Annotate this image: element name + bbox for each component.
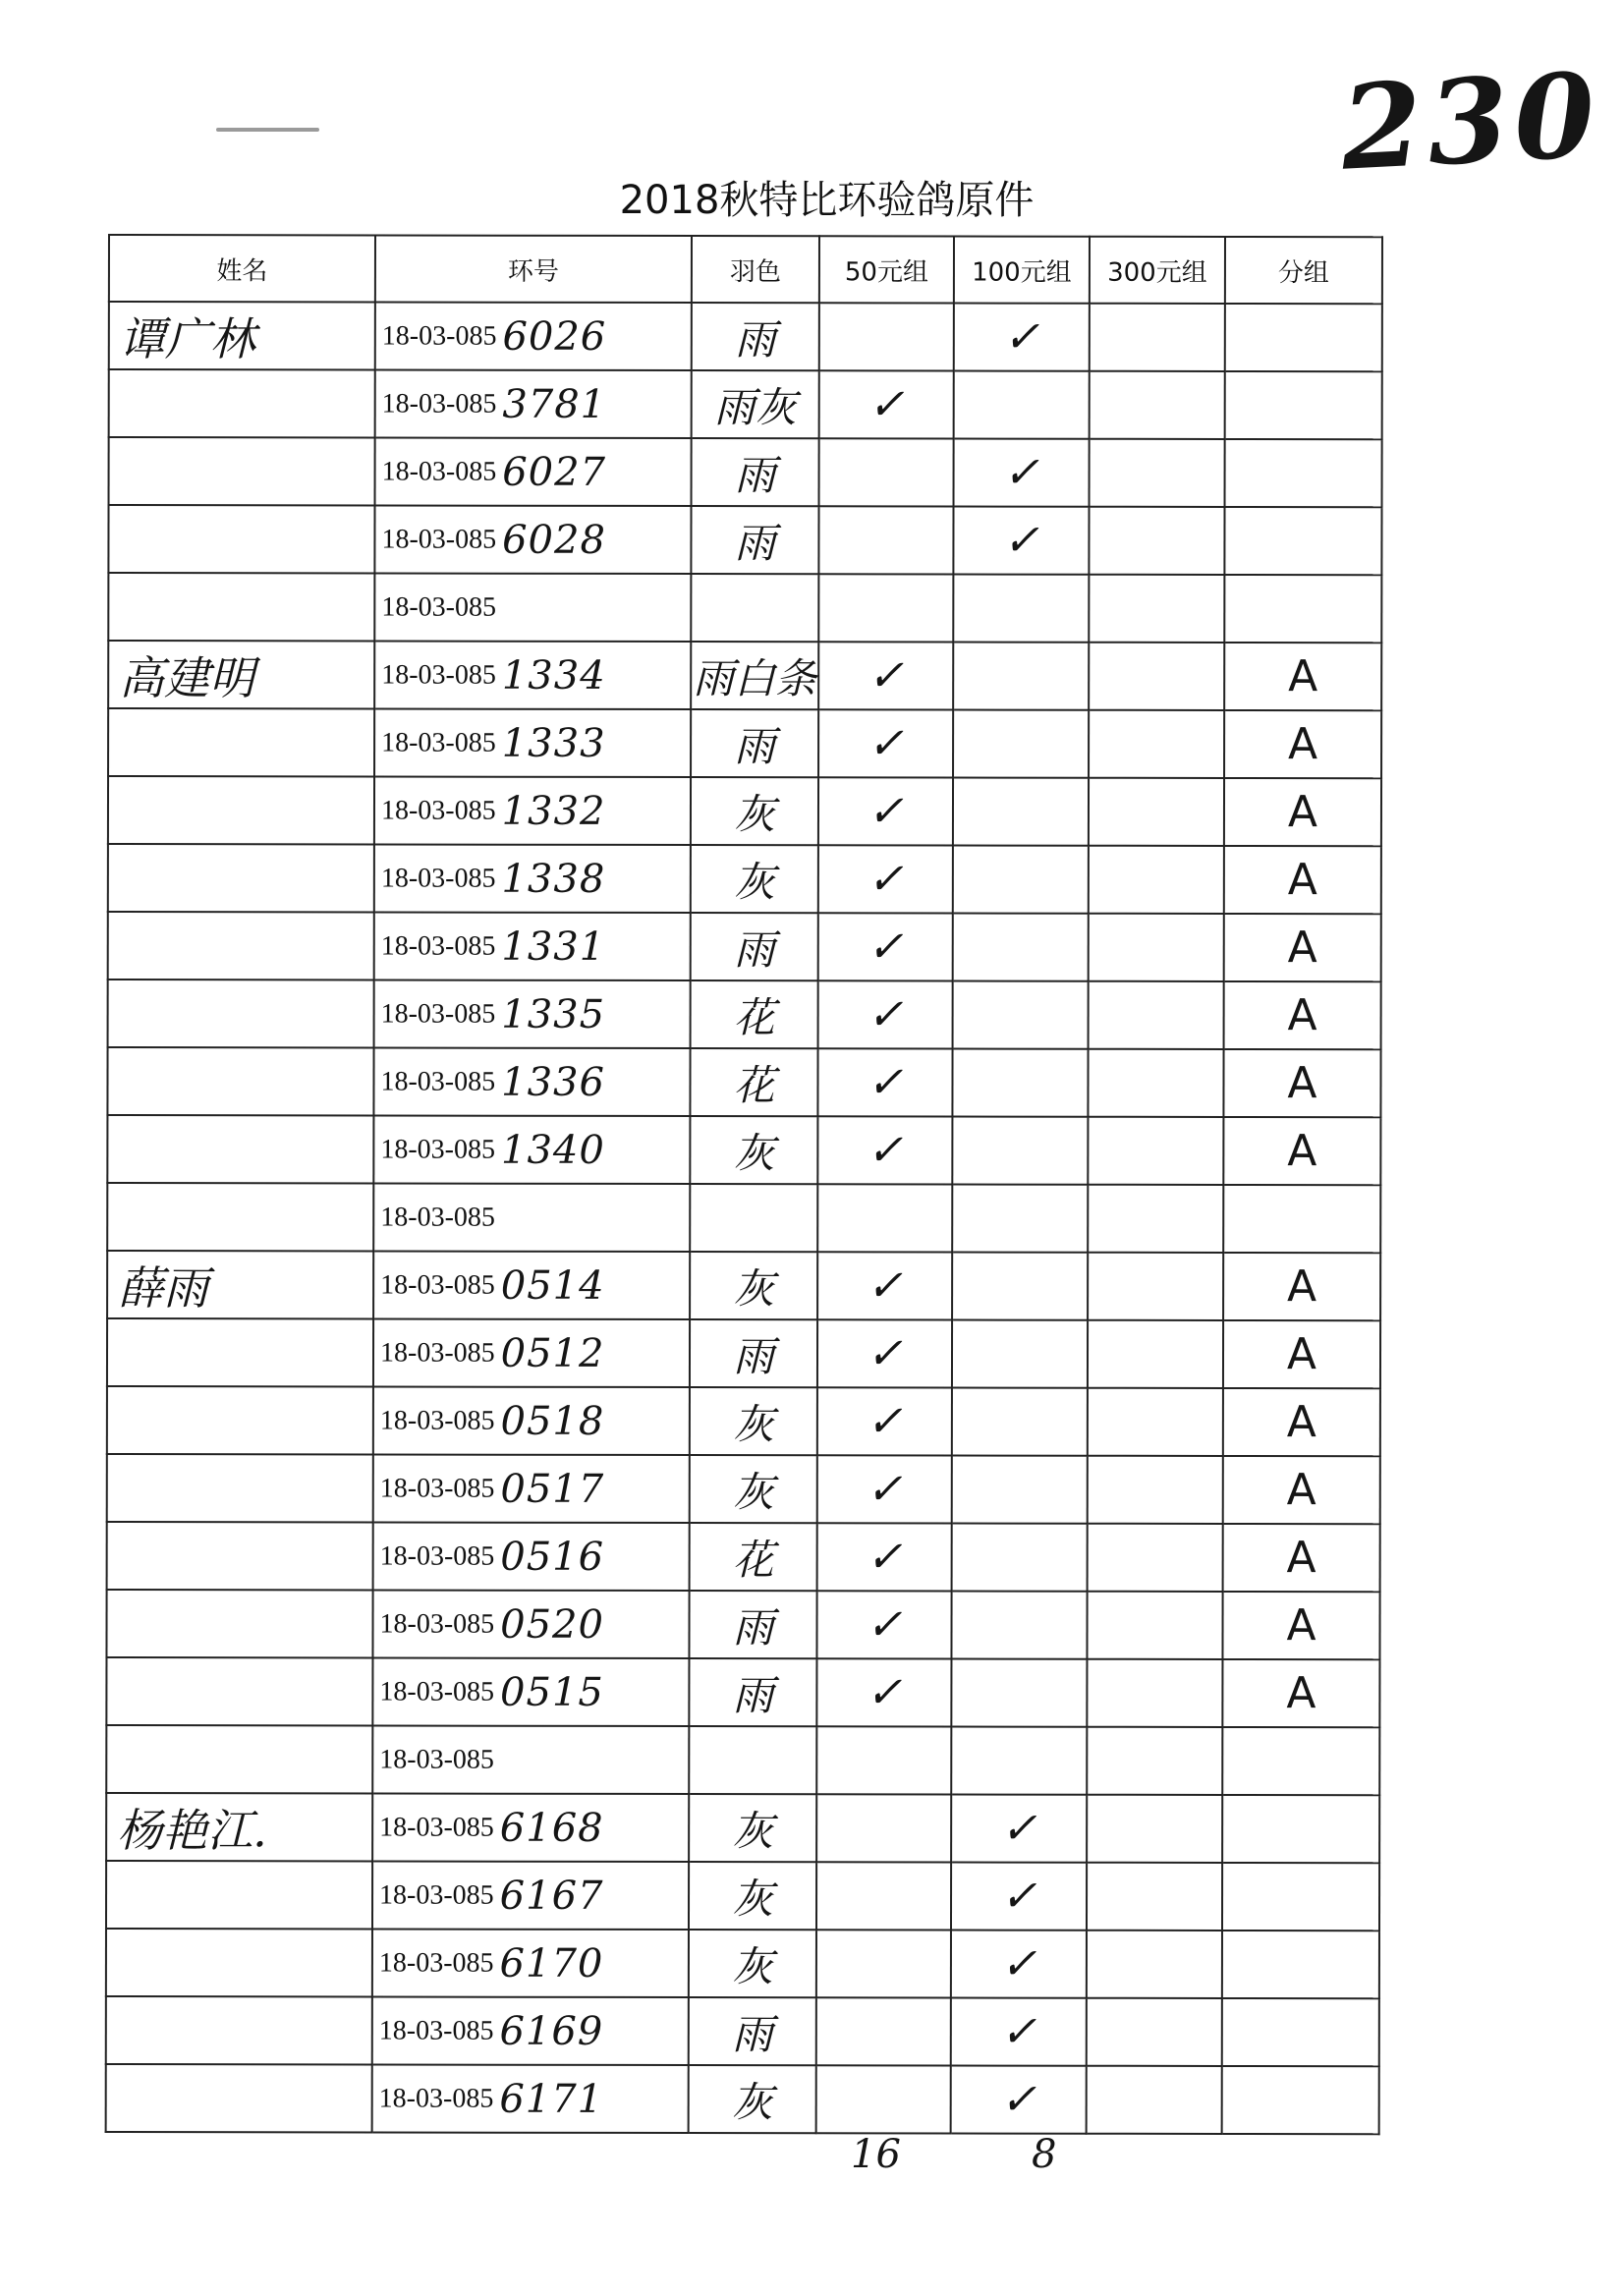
registration-sheet (105, 234, 1381, 2135)
ring-prefix: 18-03-085 (381, 319, 497, 352)
ring-cell (373, 1318, 690, 1387)
mark-300-group (1088, 1456, 1223, 1524)
header-row (109, 235, 1382, 304)
mark-100-group (953, 710, 1089, 778)
group-letter (1223, 1185, 1380, 1253)
ring-number: 6167 (499, 1873, 604, 1919)
mark-300-group (1089, 710, 1224, 778)
table-row (107, 1318, 1380, 1388)
ring-number: 0512 (500, 1330, 605, 1376)
ring-cell (372, 1861, 689, 1930)
mark-50-group: ✓ (819, 370, 954, 438)
group-letter: A (1223, 1117, 1380, 1185)
ring-prefix: 18-03-085 (380, 1065, 496, 1097)
table-row (107, 1251, 1380, 1320)
group-letter: A (1223, 1456, 1380, 1524)
ring-cell (375, 437, 692, 506)
ring-prefix: 18-03-085 (380, 1133, 496, 1165)
ring-number: 6171 (499, 2076, 604, 2122)
feather-color: 花 (690, 1523, 817, 1591)
feather-color: 雨 (691, 506, 818, 574)
ring-prefix: 18-03-085 (380, 862, 496, 894)
mark-300-group (1088, 1117, 1223, 1185)
mark-100-group: ✓ (951, 1931, 1087, 1998)
header-group: 分组 (1225, 237, 1382, 304)
ring-number: 3781 (502, 381, 607, 427)
mark-50-group: ✓ (817, 1319, 952, 1387)
group-letter (1222, 1863, 1379, 1931)
ring-cell (373, 1522, 690, 1591)
ring-cell (372, 2064, 689, 2133)
mark-50-group: ✓ (817, 1387, 952, 1455)
mark-300-group (1090, 304, 1225, 371)
ring-prefix: 18-03-085 (381, 455, 497, 487)
ring-cell (374, 844, 691, 913)
group-letter: A (1222, 1592, 1379, 1659)
table-row (108, 776, 1381, 846)
group-letter (1222, 1727, 1379, 1795)
feather-color: 灰 (689, 1862, 816, 1930)
ring-cell (374, 505, 691, 574)
group-letter (1222, 1795, 1379, 1863)
mark-300-group (1087, 1863, 1222, 1931)
mark-50-group (816, 1930, 951, 1997)
group-letter: A (1223, 1253, 1380, 1320)
feather-color: 雨 (689, 1658, 816, 1726)
ring-cell (373, 1251, 690, 1319)
ring-prefix: 18-03-085 (379, 1404, 495, 1436)
ring-cell (372, 1929, 689, 1997)
group-letter: A (1223, 1049, 1380, 1117)
owner-name: 高建明 (108, 641, 374, 708)
mark-300-group (1087, 1795, 1222, 1863)
ring-number: 6168 (499, 1805, 604, 1851)
ring-number: 0517 (500, 1466, 605, 1512)
mark-50-group (816, 1726, 951, 1794)
pigeon-table (105, 234, 1383, 2135)
table-row (107, 1183, 1380, 1253)
group-letter (1222, 1998, 1379, 2066)
mark-100-group (952, 1320, 1088, 1388)
mark-300-group (1088, 1524, 1223, 1592)
mark-100-group (952, 1253, 1088, 1320)
mark-100-group: ✓ (953, 507, 1089, 575)
mark-300-group (1087, 1659, 1222, 1727)
owner-name (106, 1929, 372, 1996)
page-title: 2018秋特比环验鸽原件 (619, 178, 1035, 223)
ring-prefix: 18-03-085 (379, 1811, 494, 1843)
pen-smudge (216, 128, 319, 132)
group-letter: A (1224, 643, 1381, 710)
ring-number: 0518 (500, 1398, 605, 1444)
ring-number: 1334 (501, 652, 606, 699)
owner-name (108, 912, 374, 980)
ring-prefix: 18-03-085 (380, 997, 496, 1030)
ring-prefix: 18-03-085 (381, 658, 496, 691)
ring-prefix: 18-03-085 (381, 591, 497, 623)
mark-50-group: ✓ (817, 1048, 952, 1116)
ring-cell (372, 1657, 689, 1726)
mark-100-group: ✓ (954, 439, 1090, 507)
ring-cell (373, 1047, 690, 1116)
ring-prefix: 18-03-085 (379, 1675, 495, 1707)
ring-number: 0515 (500, 1669, 604, 1715)
mark-100-group (953, 846, 1089, 914)
owner-name (107, 1183, 373, 1251)
group-letter (1225, 304, 1382, 371)
ring-number: 6028 (502, 517, 606, 563)
owner-name (106, 1861, 372, 1929)
owner-name (107, 1386, 373, 1454)
mark-300-group (1089, 643, 1224, 710)
ring-number: 1331 (501, 924, 606, 970)
mark-50-group: ✓ (818, 980, 953, 1048)
mark-100-group: ✓ (954, 304, 1090, 371)
mark-300-group (1089, 846, 1224, 914)
page-number: 230 (1337, 46, 1604, 196)
mark-100-group (951, 1659, 1087, 1727)
group-letter (1222, 1931, 1379, 1998)
ring-cell (374, 912, 691, 980)
owner-name (106, 1657, 372, 1725)
ring-number: 1336 (501, 1059, 605, 1105)
group-letter: A (1224, 778, 1381, 846)
mark-50-group: ✓ (816, 1591, 951, 1658)
header-300-group: 300元组 (1090, 237, 1225, 304)
ring-cell (374, 776, 691, 845)
mark-300-group (1089, 507, 1224, 575)
table-row (108, 573, 1381, 643)
group-letter: A (1224, 710, 1381, 778)
ring-cell (372, 1590, 689, 1658)
feather-color (689, 1726, 816, 1794)
table-row (107, 1047, 1380, 1117)
ring-cell (373, 1454, 690, 1523)
mark-300-group (1088, 1320, 1223, 1388)
mark-50-group (819, 438, 954, 506)
mark-50-group (816, 1997, 951, 2065)
mark-100-group (953, 778, 1089, 846)
mark-300-group (1088, 1185, 1223, 1253)
mark-100-group (954, 371, 1090, 439)
mark-100-group (952, 1456, 1088, 1524)
mark-100-group (951, 1727, 1087, 1795)
table-row (106, 2064, 1379, 2134)
owner-name (106, 1725, 372, 1793)
feather-color: 花 (691, 980, 818, 1048)
table-row (106, 1590, 1379, 1659)
feather-color: 灰 (691, 777, 818, 845)
mark-100-group (953, 643, 1089, 710)
mark-300-group (1087, 2066, 1222, 2134)
header-50-group: 50元组 (819, 236, 954, 303)
group-letter (1225, 439, 1382, 507)
mark-100-group: ✓ (951, 1795, 1087, 1863)
header-ring: 环号 (375, 235, 692, 303)
mark-300-group (1089, 778, 1224, 846)
feather-color: 雨 (691, 709, 818, 777)
mark-50-group: ✓ (817, 1252, 952, 1319)
mark-100-group: ✓ (951, 1998, 1087, 2066)
ring-cell (374, 641, 691, 709)
mark-100-group (953, 981, 1089, 1049)
feather-color: 灰 (689, 1930, 816, 1997)
table-row (108, 505, 1381, 575)
owner-name (107, 1454, 373, 1522)
owner-name (106, 1996, 372, 2064)
mark-50-group: ✓ (818, 845, 953, 913)
group-letter (1225, 371, 1382, 439)
mark-300-group (1090, 371, 1225, 439)
ring-number: 1340 (500, 1127, 605, 1173)
table-row (108, 980, 1381, 1049)
mark-50-group: ✓ (818, 709, 953, 777)
ring-cell (373, 1183, 690, 1252)
owner-name: 谭广林 (109, 302, 375, 369)
owner-name (106, 1590, 372, 1657)
feather-color: 雨 (689, 1997, 816, 2065)
table-row (106, 1996, 1379, 2066)
mark-300-group (1088, 1253, 1223, 1320)
mark-300-group (1087, 1592, 1222, 1659)
feather-color: 灰 (689, 1794, 816, 1862)
mark-300-group (1088, 1049, 1223, 1117)
feather-color: 雨 (690, 1319, 817, 1387)
header-color: 羽色 (692, 236, 819, 303)
ring-prefix: 18-03-085 (378, 2082, 494, 2114)
table-row (108, 912, 1381, 981)
mark-50-group: ✓ (817, 1455, 952, 1523)
ring-prefix: 18-03-085 (381, 726, 496, 758)
feather-color: 雨 (691, 913, 818, 980)
mark-50-group (816, 2065, 951, 2133)
feather-color: 雨 (692, 438, 819, 506)
mark-100-group (952, 1049, 1088, 1117)
table-row (106, 1929, 1379, 1998)
feather-color: 雨灰 (692, 370, 819, 438)
ring-cell (374, 573, 691, 642)
owner-name (107, 1115, 373, 1183)
ring-prefix: 18-03-085 (381, 387, 497, 420)
ring-prefix: 18-03-085 (380, 794, 496, 826)
owner-name (106, 2064, 372, 2132)
ring-prefix: 18-03-085 (378, 1946, 494, 1979)
mark-300-group (1089, 575, 1224, 643)
feather-color: 灰 (690, 1116, 817, 1184)
owner-name: 杨艳江. (106, 1793, 372, 1861)
table-row (107, 1522, 1380, 1592)
mark-50-group: ✓ (817, 1116, 952, 1184)
group-letter: A (1222, 1659, 1379, 1727)
ring-number: 1333 (501, 720, 606, 766)
mark-100-group (952, 1524, 1088, 1592)
table-row (107, 1386, 1380, 1456)
group-letter: A (1224, 914, 1381, 981)
header-100-group: 100元组 (954, 237, 1090, 304)
feather-color: 灰 (689, 2065, 816, 2133)
ring-number: 1332 (501, 788, 606, 834)
group-letter (1224, 575, 1381, 643)
ring-prefix: 18-03-085 (379, 1607, 495, 1640)
owner-name (108, 844, 374, 912)
ring-cell (372, 1996, 689, 2065)
ring-cell (372, 1793, 689, 1862)
owner-name (108, 505, 374, 573)
ring-number: 0516 (500, 1534, 605, 1580)
feather-color: 雨白条 (691, 642, 818, 709)
feather-color: 灰 (691, 845, 818, 913)
owner-name (108, 776, 374, 844)
mark-50-group (819, 303, 954, 370)
owner-name (108, 708, 374, 776)
feather-color: 雨 (692, 303, 819, 370)
mark-50-group: ✓ (817, 1523, 952, 1591)
owner-name (109, 437, 375, 505)
group-letter: A (1224, 981, 1381, 1049)
ring-prefix: 18-03-085 (379, 1744, 494, 1775)
feather-color: 灰 (690, 1387, 817, 1455)
ring-number: 6026 (502, 313, 607, 360)
ring-prefix: 18-03-085 (379, 1539, 495, 1572)
mark-300-group (1087, 1931, 1222, 1998)
table-row (109, 302, 1382, 371)
group-letter (1224, 507, 1381, 575)
owner-name (109, 369, 375, 437)
ring-prefix: 18-03-085 (379, 1472, 495, 1504)
feather-color: 花 (690, 1048, 817, 1116)
mark-300-group (1089, 914, 1224, 981)
ring-number: 0520 (500, 1601, 605, 1648)
table-row (108, 844, 1381, 914)
mark-100-group (951, 1592, 1087, 1659)
feather-color: 雨 (689, 1591, 816, 1658)
ring-number: 6027 (502, 449, 607, 495)
mark-50-group (818, 506, 953, 574)
group-letter (1222, 2066, 1379, 2134)
mark-50-group: ✓ (818, 913, 953, 980)
table-row (108, 641, 1381, 710)
ring-prefix: 18-03-085 (380, 929, 496, 962)
owner-name (107, 1522, 373, 1590)
ring-cell (372, 1725, 689, 1794)
mark-300-group (1087, 1998, 1222, 2066)
group-letter: A (1224, 846, 1381, 914)
mark-100-group (952, 1388, 1088, 1456)
mark-300-group (1089, 981, 1224, 1049)
mark-300-group (1087, 1727, 1222, 1795)
mark-100-group (952, 1185, 1088, 1253)
mark-50-group (816, 1862, 951, 1930)
ring-cell (373, 1115, 690, 1184)
owner-name (108, 573, 374, 641)
owner-name (107, 1318, 373, 1386)
table-row (106, 1725, 1379, 1795)
mark-50-group (817, 1184, 952, 1252)
total-100-group: 8 (1032, 2132, 1057, 2177)
mark-50-group: ✓ (816, 1658, 951, 1726)
table-row (108, 708, 1381, 778)
group-letter: A (1223, 1388, 1380, 1456)
mark-50-group (818, 574, 953, 642)
ring-cell (373, 1386, 690, 1455)
feather-color: 灰 (690, 1252, 817, 1319)
ring-number: 6170 (499, 1940, 604, 1987)
mark-100-group (953, 914, 1089, 981)
ring-cell (375, 369, 692, 438)
group-letter: A (1223, 1524, 1380, 1592)
ring-cell (374, 708, 691, 777)
feather-color (690, 1184, 817, 1252)
table-row (107, 1115, 1380, 1185)
mark-300-group (1088, 1388, 1223, 1456)
ring-prefix: 18-03-085 (379, 1878, 494, 1911)
mark-300-group (1090, 439, 1225, 507)
header-name: 姓名 (109, 235, 375, 302)
feather-color (691, 574, 818, 642)
owner-name (108, 980, 374, 1047)
feather-color: 灰 (690, 1455, 817, 1523)
ring-number: 6169 (499, 2008, 604, 2054)
table-row (107, 1454, 1380, 1524)
owner-name (107, 1047, 373, 1115)
ring-prefix: 18-03-085 (380, 1268, 495, 1301)
owner-name: 薛雨 (107, 1251, 373, 1318)
ring-number: 1338 (501, 856, 606, 902)
ring-prefix: 18-03-085 (378, 2014, 494, 2046)
table-row (109, 369, 1382, 439)
table-row (109, 437, 1382, 507)
mark-50-group: ✓ (818, 642, 953, 709)
ring-prefix: 18-03-085 (381, 523, 497, 555)
mark-100-group: ✓ (951, 1863, 1087, 1931)
ring-prefix: 18-03-085 (380, 1202, 495, 1233)
table-row (106, 1793, 1379, 1863)
ring-number: 1335 (501, 991, 606, 1037)
mark-50-group: ✓ (818, 777, 953, 845)
ring-cell (374, 980, 691, 1048)
ring-number: 0514 (500, 1262, 605, 1309)
mark-50-group (816, 1794, 951, 1862)
table-row (106, 1657, 1379, 1727)
mark-100-group: ✓ (951, 2066, 1087, 2134)
ring-cell (375, 302, 692, 370)
ring-prefix: 18-03-085 (379, 1336, 495, 1369)
group-letter: A (1223, 1320, 1380, 1388)
table-row (106, 1861, 1379, 1931)
mark-100-group (952, 1117, 1088, 1185)
total-50-group: 16 (851, 2132, 901, 2177)
mark-100-group (953, 575, 1089, 643)
